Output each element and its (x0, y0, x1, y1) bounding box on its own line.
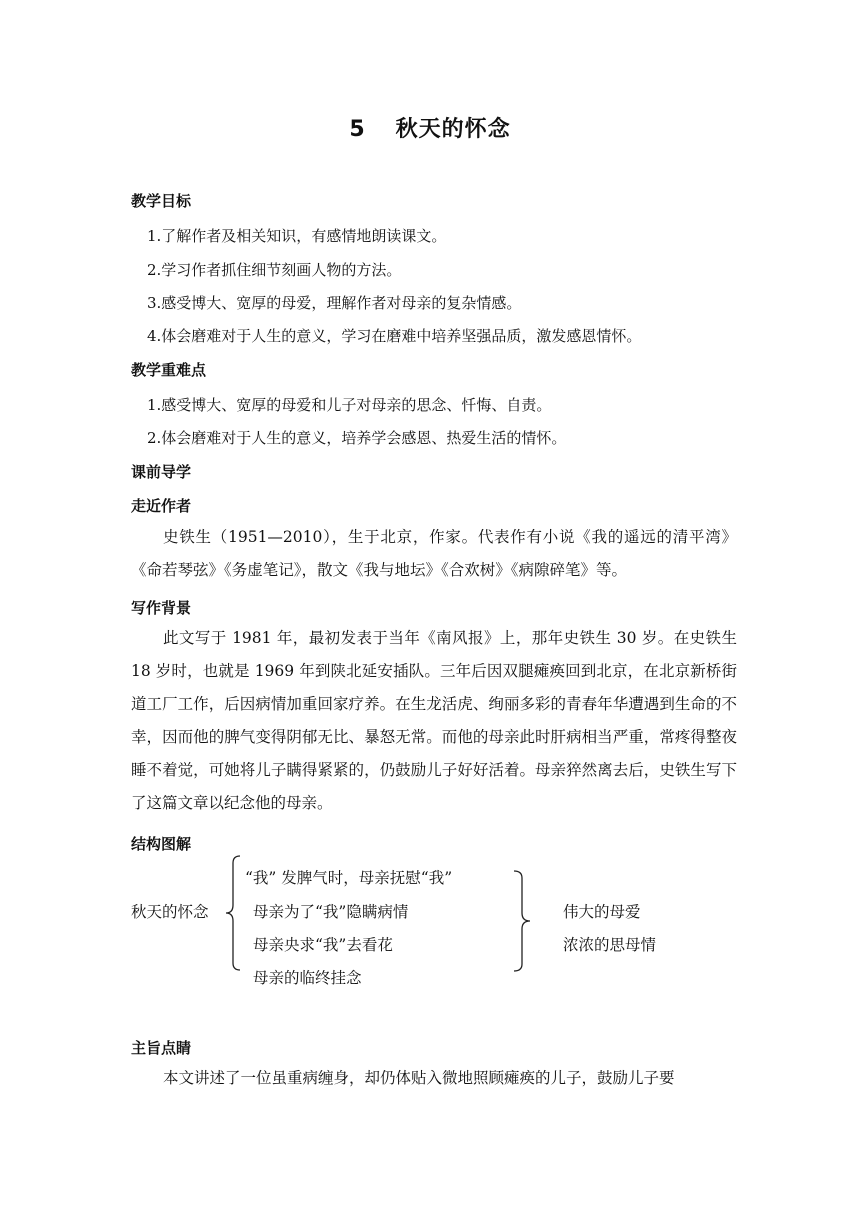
teaching-goal-item: 2.学习作者抓住细节刻画人物的方法。 (147, 261, 402, 279)
right-brace-icon (512, 870, 532, 972)
key-point-item: 1.感受博大、宽厚的母爱和儿子对母亲的思念、忏悔、自责。 (147, 396, 552, 414)
structure-root-label: 秋天的怀念 (131, 903, 209, 921)
teaching-goal-item: 1.了解作者及相关知识，有感情地朗读课文。 (147, 227, 447, 245)
key-point-item: 2.体会磨难对于人生的意义，培养学会感恩、热爱生活的情怀。 (147, 429, 567, 447)
structure-branch: “我” 发脾气时，母亲抚慰“我” (245, 869, 453, 887)
teaching-goals-heading: 教学目标 (131, 192, 192, 210)
structure-branch: 母亲为了“我”隐瞒病情 (253, 903, 409, 921)
preview-heading: 课前导学 (131, 463, 192, 481)
author-heading: 走近作者 (131, 497, 192, 515)
teaching-goal-item: 4.体会磨难对于人生的意义，学习在磨难中培养坚强品质，激发感恩情怀。 (147, 327, 642, 345)
lesson-title (0, 112, 860, 143)
background-heading: 写作背景 (131, 599, 192, 617)
theme-heading: 主旨点睛 (131, 1039, 192, 1057)
structure-conclusion: 伟大的母爱 (563, 903, 641, 921)
lesson-number: 5 (349, 117, 366, 142)
left-brace-icon (224, 855, 244, 971)
author-paragraph: 史铁生（1951—2010），生于北京，作家。代表作有小说《我的遥远的清平湾》《命若琴弦》《务虚笔记》，散文《我与地坛》《合欢树》《病隙碎笔》等。 (131, 528, 737, 579)
structure-conclusion: 浓浓的思母情 (563, 936, 657, 954)
background-paragraph: 此文写于 1981 年，最初发表于当年《南风报》上，那年史铁生 30 岁。在史铁生 18 岁时，也就是 1969 年到陕北延安插队。三年后因双腿瘫痪回到北京，在北京新桥街道工厂工作，后因病情加重回家疗养。在生龙活虎、绚丽多彩的青春年华遭遇到生命的不幸，因而他的脾气变得阴郁无比、暴怒无常。而他的母亲此时肝病相当严重，常疼得整夜睡不着觉，可她将儿子瞒得紧紧的，仍鼓励儿子好好活着。母亲猝然离去后，史铁生写下了这篇文章以纪念他的母亲。 (131, 629, 737, 812)
theme-paragraph: 本文讲述了一位虽重病缠身，却仍体贴入微地照顾瘫痪的儿子，鼓励儿子要 (163, 1069, 675, 1087)
structure-branch: 母亲的临终挂念 (253, 969, 362, 987)
structure-heading: 结构图解 (131, 835, 192, 853)
key-points-heading: 教学重难点 (131, 361, 207, 379)
teaching-goal-item: 3.感受博大、宽厚的母爱，理解作者对母亲的复杂情感。 (147, 294, 522, 312)
structure-branch: 母亲央求“我”去看花 (253, 936, 393, 954)
lesson-title-text: 秋天的怀念 (395, 117, 511, 142)
